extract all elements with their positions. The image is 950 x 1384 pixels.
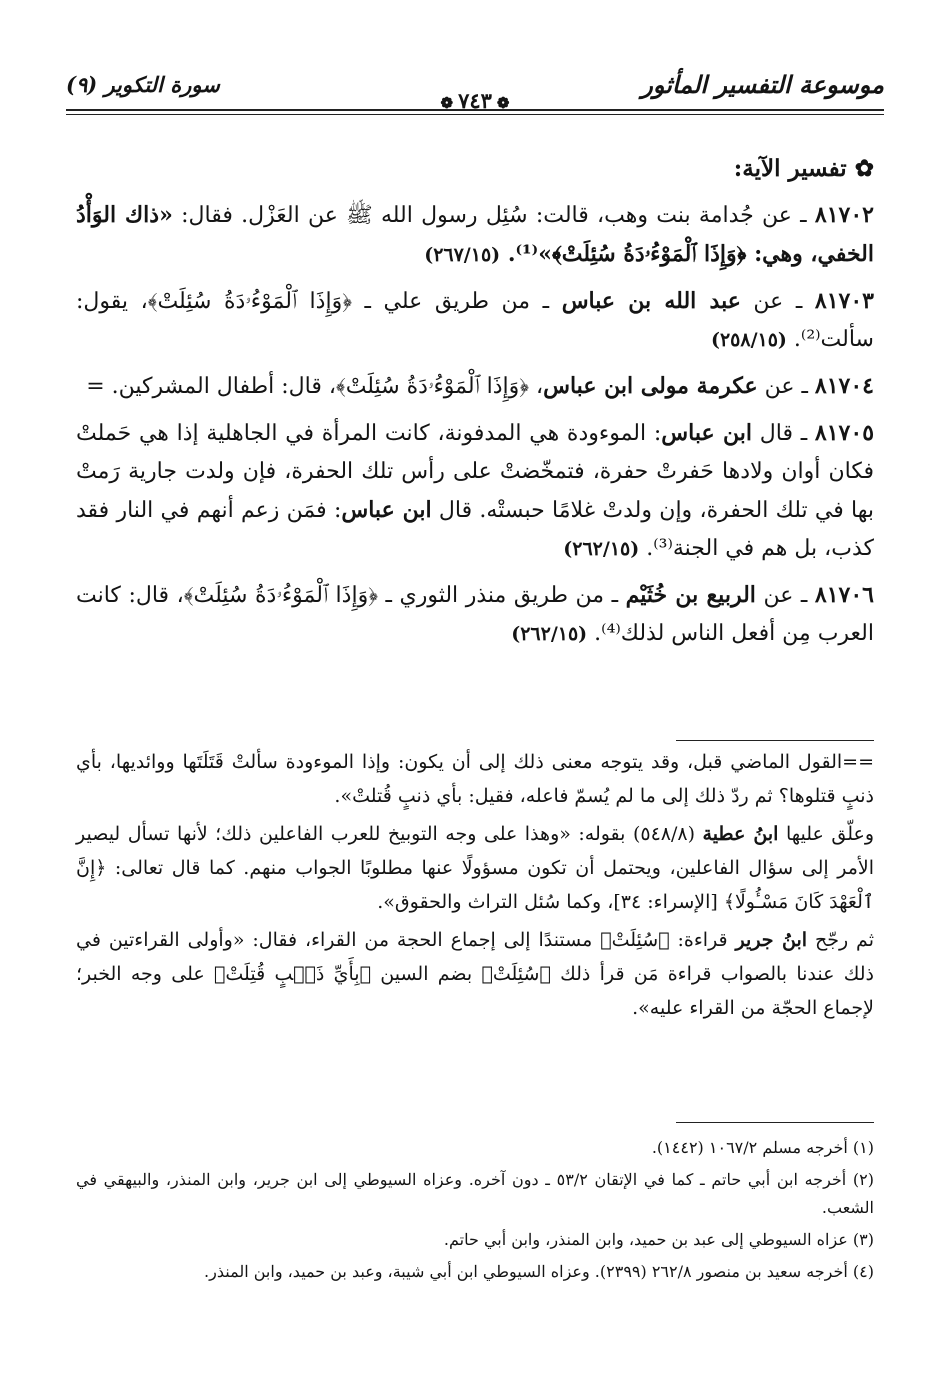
hadith-entry — [76, 282, 874, 359]
entry-number: ٨١٧٠٤ — [814, 373, 874, 399]
notes-separator — [676, 740, 874, 741]
narrator-name: عبد الله بن عباس — [561, 288, 741, 314]
volume-citation: (٢٦٢/١٥) — [511, 623, 588, 645]
header-rule — [66, 109, 884, 111]
footnotes-separator — [676, 1122, 874, 1123]
narrator-name: ابن عباس — [341, 497, 432, 523]
volume-citation: (٢٦٢/١٥) — [563, 538, 640, 560]
footnote: (١) أخرجه مسلم ١٠٦٧/٢ (١٤٤٢). — [651, 1138, 874, 1157]
book-title: موسوعة التفسير المأثور — [641, 70, 884, 99]
surah-title: سورة التكوير (٩) — [66, 72, 220, 97]
entry-text: ـ عن — [755, 583, 815, 608]
entry-text: ـ من طريق علي ـ ﴿وَإِذَا ٱلْمَوْءُۥدَةُ سُئِلَتْ﴾، يقول: سألت⁽²⁾. — [76, 289, 874, 352]
note-text: ==القول الماضي قبل، وقد يتوجه معنى ذلك إلى أن يكون: وإذا الموءودة سألتْ قَتَلَتَها ووائديها، بأي ذنبٍ قتلوها؟ ثم ردّ ذلك إلى ما لم يُسمّ فاعله، فقيل: بأي ذنبٍ قُتلتْ». — [76, 751, 874, 807]
entry-bold-text: «ذاك الوَأْدُ الخفي، وهي: — [76, 202, 874, 267]
note-text: وعلّق عليها — [778, 823, 875, 845]
footnote: (٣) عزاه السيوطي إلى عبد بن حميد، وابن المنذر، وابن أبي حاتم. — [443, 1230, 874, 1249]
volume-citation: (٢٦٧/١٥) — [424, 244, 501, 266]
section-heading — [76, 150, 874, 188]
flower-icon: ✿ — [854, 155, 874, 182]
ornament-icon: ❁ — [440, 94, 454, 112]
scholar-name: ابنُ عطية — [702, 823, 779, 845]
quran-verse: ﴿وَإِذَا ٱلْمَوْءُۥدَةُ سُئِلَتْ﴾ — [551, 241, 747, 267]
entry-text: ـ عن — [757, 374, 815, 399]
entry-text: ـ قال — [752, 421, 815, 446]
section-heading-text: تفسير الآية: — [733, 155, 847, 182]
page-header — [66, 70, 884, 116]
entry-text: ، ﴿وَإِذَا ٱلْمَوْءُۥدَةُ سُئِلَتْ﴾، قال: أطفال المشركين. = — [86, 374, 544, 399]
hadith-entry — [76, 367, 874, 406]
note-paragraph — [76, 745, 874, 813]
entry-number: ٨١٧٠٣ — [814, 288, 874, 314]
note-text: قراءة: ﴿سُئِلَتْ﴾ مستندًا إلى إجماع الحجة من القراء، فقال: «وأولى القراءتين في ذلك عندنا بالصواب قراءة مَن قرأ ذلك ﴿سُئِلَتْ﴾ بضم السين ﴿بِأَيِّ ذَنۢبٍ قُتِلَتْ﴾ على وجه الخبر؛ لإجماع الحجّة من القراء عليه». — [76, 929, 874, 1019]
entry-text: ـ من طريق منذر الثوري ـ ﴿وَإِذَا ٱلْمَوْءُۥدَةُ سُئِلَتْ﴾، قال: كانت العرب مِن أفعل الناس لذلك⁽⁴⁾. — [76, 583, 874, 646]
entry-number: ٨١٧٠٦ — [814, 582, 874, 608]
header-rule — [66, 114, 884, 115]
volume-citation: (٢٥٨/١٥) — [710, 329, 787, 351]
entry-text: »⁽¹⁾. — [500, 241, 552, 267]
footnotes — [76, 1134, 874, 1290]
entry-number: ٨١٧٠٢ — [814, 202, 874, 228]
page-number: ٧٤٣ — [458, 88, 492, 113]
narrator-name: الربيع بن خُثَيْم — [625, 582, 756, 608]
note-text: ثم رجّح — [807, 929, 874, 951]
commentary-notes — [76, 745, 874, 1029]
main-text — [76, 150, 874, 661]
narrator-name: عكرمة مولى ابن عباس — [543, 373, 758, 399]
entry-text: ـ عن جُدامة بنت وهب، قالت: سُئِل رسول الله ﷺ عن العَزْل. فقال: — [172, 203, 815, 228]
narrator-name: ابن عباس — [661, 420, 753, 446]
hadith-entry — [76, 196, 874, 274]
entry-text: ـ عن — [740, 289, 815, 314]
hadith-entry — [76, 576, 874, 653]
entry-text: : فمَن زعم أنهم في النار فقد كذب، بل هم في الجنة⁽³⁾. — [76, 498, 874, 561]
footnote: (٢) أخرجه ابن أبي حاتم ـ كما في الإتقان ٥٣/٢ ـ دون آخره. وعزاه السيوطي إلى ابن جرير، وابن المنذر، والبيهقي في الشعب. — [76, 1170, 874, 1217]
ornament-icon: ❁ — [496, 94, 510, 112]
note-paragraph — [76, 923, 874, 1025]
scholar-name: ابنُ جرير — [735, 929, 808, 951]
note-text: (٥٤٨/٨) بقوله: «وهذا على وجه التوبيخ للعرب الفاعلين ذلك؛ لأنها تسأل ليصير الأمر إلى سؤال الفاعلين، ويحتمل أن تكون مسؤولًا عنها مطلوبًا الجواب منهم. كما قال تعالى: ﴿إِنَّ ٱلْعَهْدَ كَانَ مَسْـُٔولًا﴾ [الإسراء: ٣٤]، وكما سُئل التراث والحقوق». — [76, 823, 874, 913]
entry-text: : الموءودة هي المدفونة، كانت المرأة في الجاهلية إذا هي حَملتْ فكان أوان ولادها حَفرتْ حفرة، فتمخّضتْ على رأس تلك الحفرة، فإن ولدت جارية رَمتْ بها في تلك الحفرة، وإن ولدتْ غلامًا حبستْه. قال — [76, 421, 875, 523]
hadith-entry — [76, 414, 874, 568]
footnote: (٤) أخرجه سعيد بن منصور ٢٦٢/٨ (٢٣٩٩). وعزاه السيوطي ابن أبي شيبة، وعبد بن حميد، وابن المنذر. — [204, 1262, 874, 1281]
note-paragraph — [76, 817, 874, 919]
entry-number: ٨١٧٠٥ — [814, 420, 875, 446]
